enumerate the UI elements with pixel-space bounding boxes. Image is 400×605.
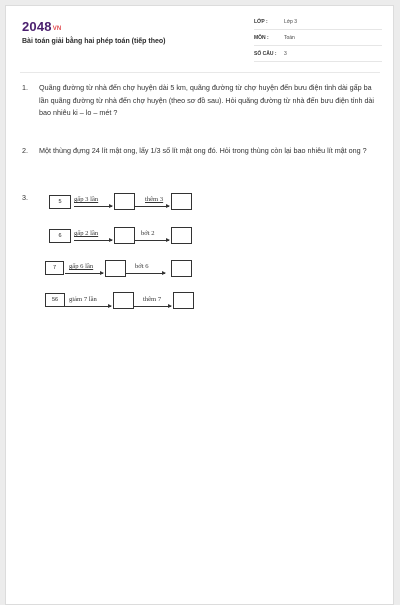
header-divider xyxy=(20,72,380,73)
meta-row-class xyxy=(254,16,382,30)
meta-value: Toán xyxy=(284,35,295,41)
meta-row-question-count xyxy=(254,48,382,62)
worksheet-title: Bài toán giải bằng hai phép toán (tiếp theo) xyxy=(22,38,166,45)
answer-box[interactable] xyxy=(171,260,192,277)
meta-info xyxy=(254,16,382,64)
arrow xyxy=(65,273,103,274)
start-number-box: 6 xyxy=(49,229,71,243)
answer-box[interactable] xyxy=(114,193,135,210)
arrow xyxy=(74,240,112,241)
answer-box[interactable] xyxy=(105,260,126,277)
question-number: 3. xyxy=(22,193,28,202)
answer-box[interactable] xyxy=(114,227,135,244)
operation-chain-2 xyxy=(49,227,209,249)
logo-suffix: VN xyxy=(52,26,62,32)
site-logo[interactable] xyxy=(22,19,61,34)
answer-box[interactable] xyxy=(171,193,192,210)
answer-box[interactable] xyxy=(113,292,134,309)
worksheet-page xyxy=(5,5,394,605)
operation-label: bớt 2 xyxy=(141,230,155,237)
operation-label: gấp 2 lần xyxy=(74,230,99,237)
operation-chain-3 xyxy=(49,260,209,282)
operation-label: bớt 6 xyxy=(135,263,149,270)
operation-label: giảm 7 lần xyxy=(69,296,97,303)
arrow xyxy=(126,273,165,274)
operation-label: gấp 3 lần xyxy=(74,196,99,203)
arrow xyxy=(74,206,112,207)
start-number-box: 5 xyxy=(49,195,71,209)
arrow xyxy=(135,240,169,241)
meta-label: MÔN : xyxy=(254,35,269,41)
arrow xyxy=(65,306,111,307)
meta-value: Lớp 3 xyxy=(284,19,298,25)
meta-label: LỚP : xyxy=(254,19,268,25)
question-number: 1. xyxy=(22,83,28,92)
operation-chain-1 xyxy=(49,193,209,215)
arrow xyxy=(134,306,171,307)
question-text: Một thùng đựng 24 lít mật ong, lấy 1/3 số lít mật ong đó. Hỏi trong thùng còn lại bao nhiêu lít mật ong ? xyxy=(39,146,367,155)
answer-box[interactable] xyxy=(173,292,194,309)
question-text: Quãng đường từ nhà đến chợ huyện dài 5 km, quãng đường từ chợ huyện đến bưu điện tỉnh dài gấp ba lần quãng đường từ nhà đến chợ huyện (theo sơ đồ sau). Hỏi quãng đường từ nhà đến bưu điện tỉnh dài bao nhiêu ki – lo – mét ? xyxy=(39,83,375,117)
start-number-box: 56 xyxy=(45,293,65,307)
arrow xyxy=(135,206,169,207)
operation-chain-4 xyxy=(49,292,209,314)
meta-label: SỐ CÂU : xyxy=(254,51,277,57)
operation-label: thêm 7 xyxy=(143,296,162,303)
operation-label: gấp 6 lần xyxy=(69,263,94,270)
answer-box[interactable] xyxy=(171,227,192,244)
start-number-box: 7 xyxy=(45,261,64,275)
question-number: 2. xyxy=(22,146,28,155)
meta-value: 3 xyxy=(284,51,287,57)
meta-row-subject xyxy=(254,32,382,46)
operation-label: thêm 3 xyxy=(145,196,164,203)
worksheet-header xyxy=(6,6,393,72)
logo-text: 2048 xyxy=(22,19,52,34)
